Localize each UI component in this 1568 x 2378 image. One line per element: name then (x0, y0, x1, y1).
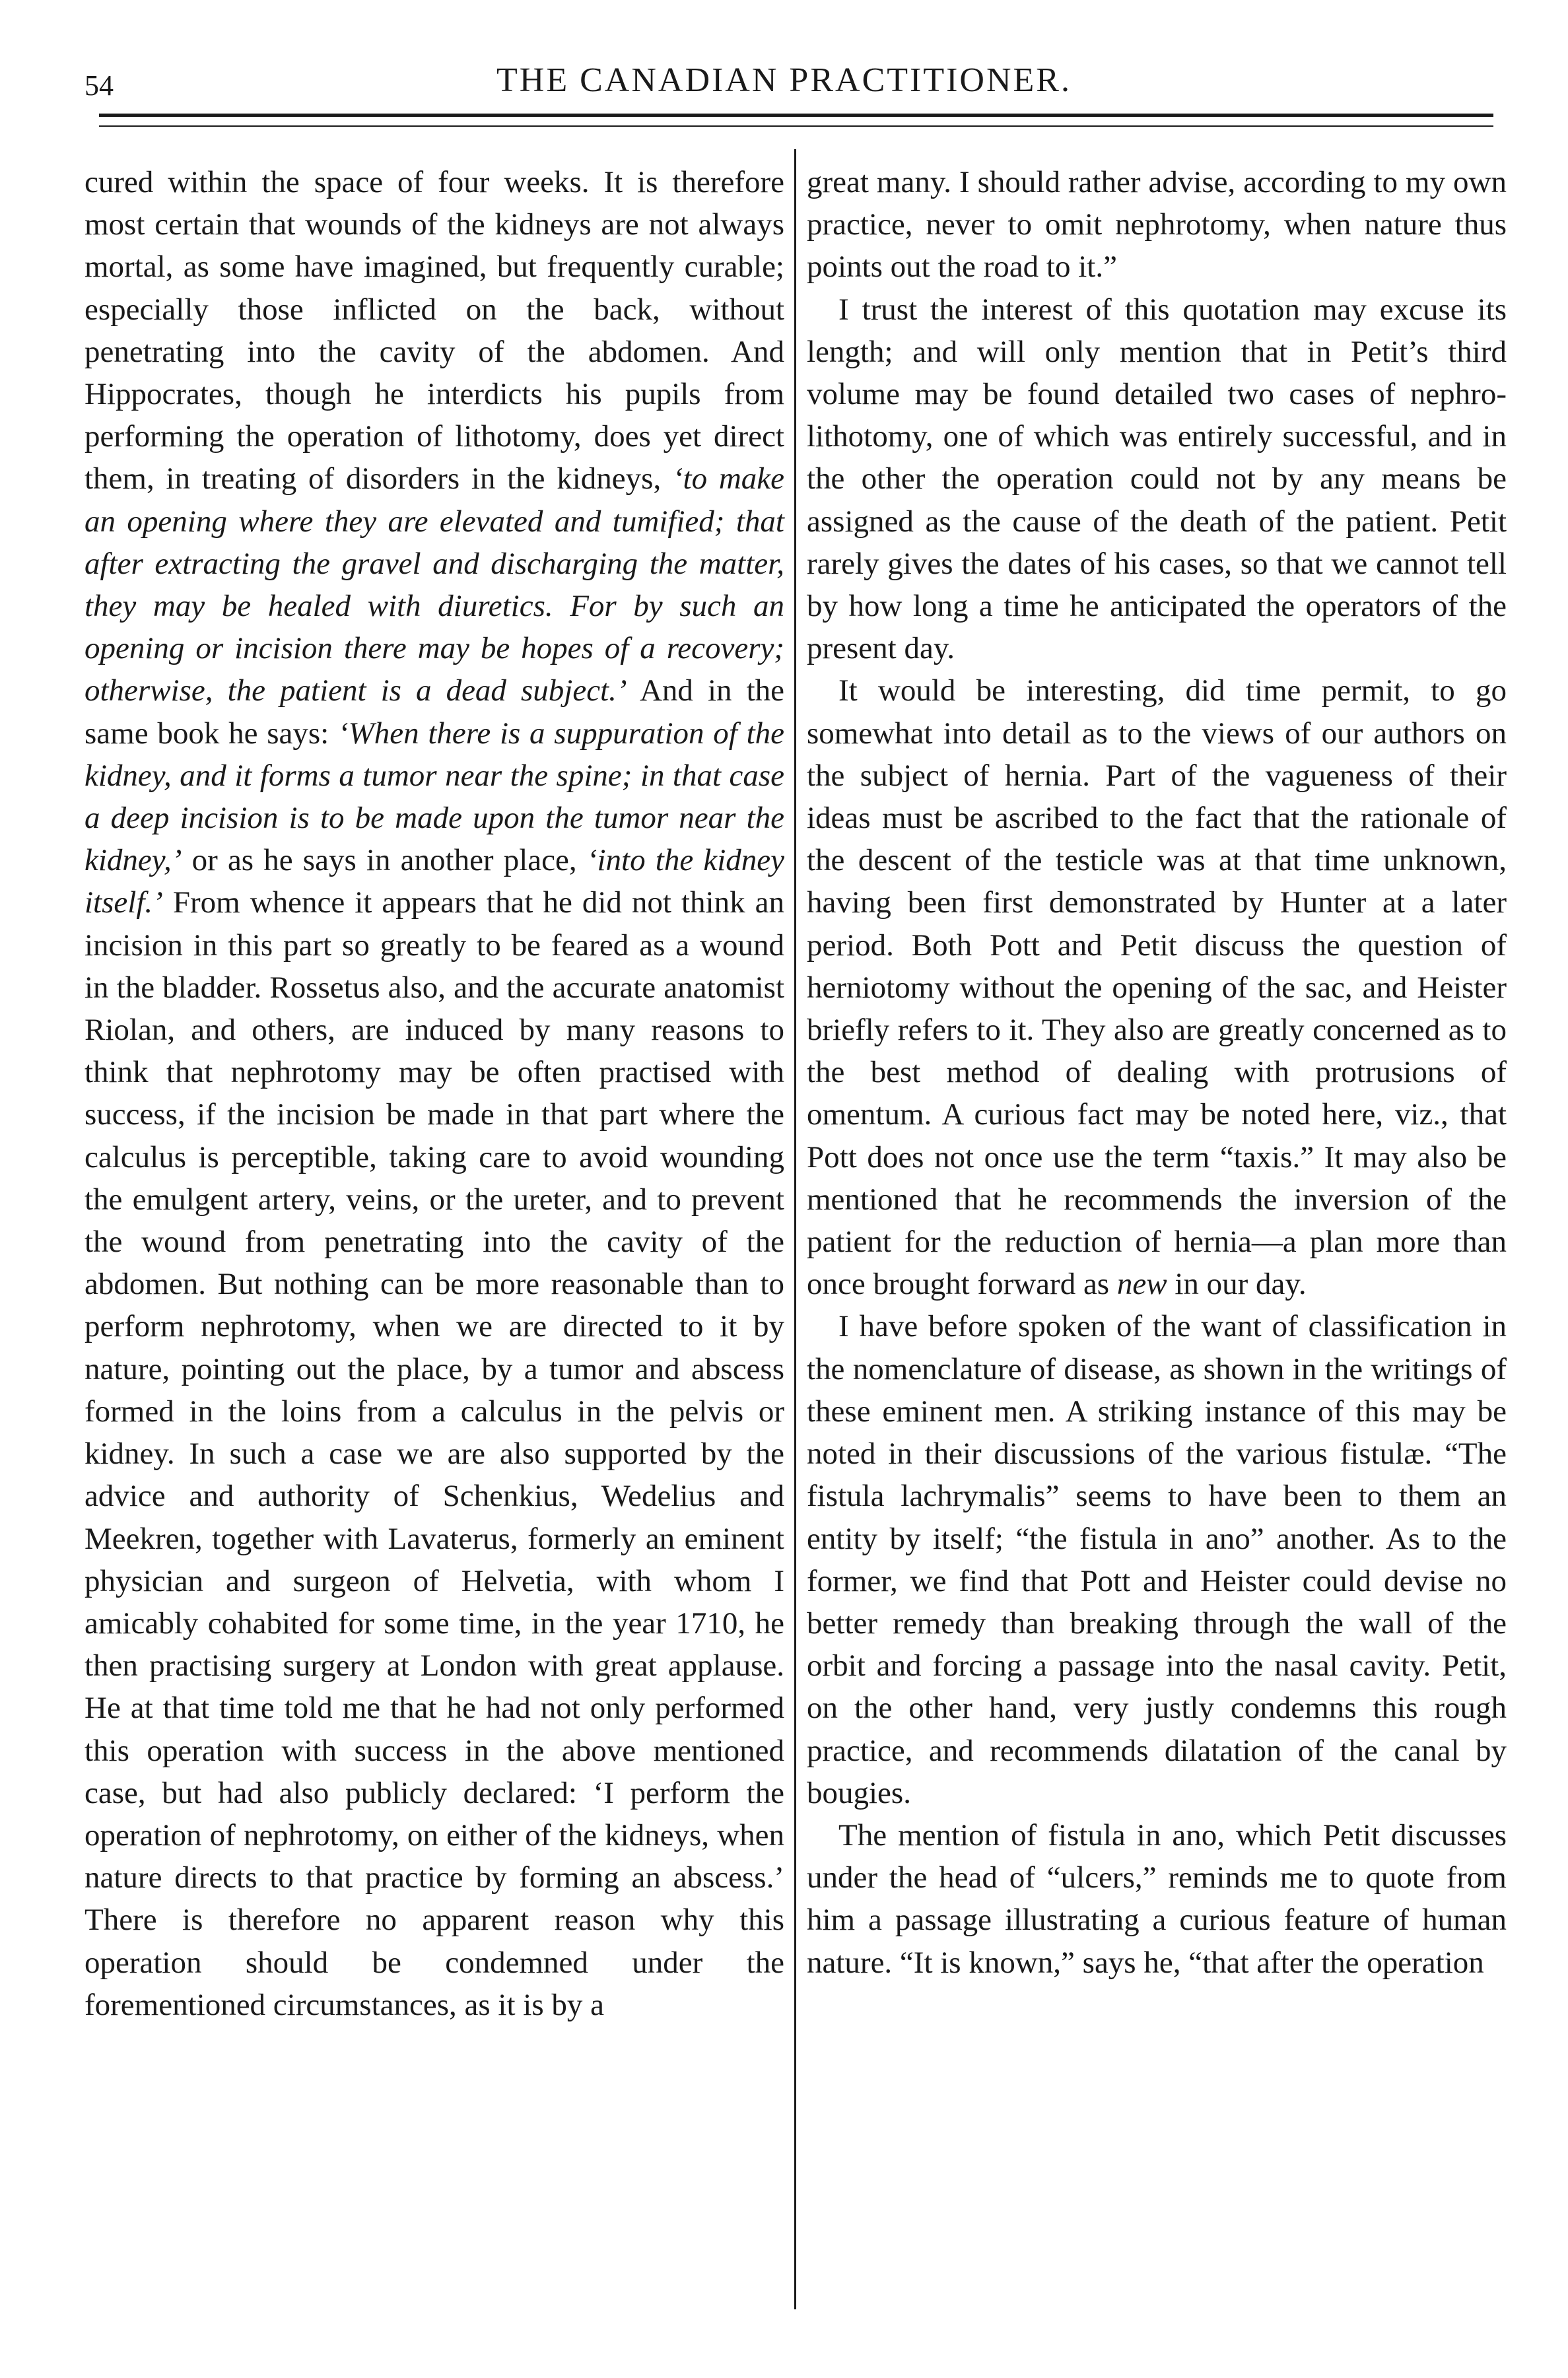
header-rule-thin (99, 125, 1493, 127)
hippocrates-quote-1: ‘to make an opening where they are elevated and tumified; that after extracting the gravel and discharging the matter, they may be healed with diuretics. For by such an opening or incision there may be hopes of a recovery; otherwise, the patient is a dead subject.’ (85, 461, 784, 708)
running-head: THE CANADIAN PRACTITIONER. (496, 61, 1072, 99)
right-paragraph-4: I have before spoken of the want of classification in the nomenclature of disease, as shown in the writings of these eminent men. A striking instance of this may be noted in their discussions of the various fistulæ. “The fistula lachrymalis” seems to have been to them an entity by itself; “the fistula in ano” another. As to the former, we find that Pott and Heister could devise no better remedy than breaking through the wall of the orbit and forcing a passage into the nasal cavity. Petit, on the other hand, very justly condemns this rough practice, and recommends dilatation of the canal by bougies. (807, 1309, 1507, 1810)
hernia-text-end: in our day. (1167, 1267, 1307, 1302)
left-text-b: And in the same book he says: (85, 673, 784, 751)
left-text-d: From whence it appears that he did not think an incision in this part so greatly to be feared as a wound in the bladder. Rossetus also, and the accurate anatomist Riolan, and others, are induced by many reasons to think that nephrotomy may be often practised with success, if the incision be made in that part where the calculus is perceptible, taking care to avoid wounding the emulgent artery, veins, or the ureter, and to prevent the wound from penetrating into the cavity of the abdomen. But nothing can be more reasonable than to perform nephrotomy, when we are directed to it by nature, pointing out the place, by a tumor and abscess formed in the loins from a calculus in the pelvis or kidney. In such a case we are also supported by the advice and authority of Schenkius, Wedelius and Meekren, together with Lavaterus, formerly an eminent physician and surgeon of Helvetia, with whom I amicably cohabited for some time, in the year 1710, he then practising surgery at London with great applause. He at that time told me that he had not only performed this operation with success in the above mentioned case, but had also publicly declared: ‘I perform the operation of nephrotomy, on either of the kidneys, when nature directs to that practice by forming an abscess.’ There is therefore no apparent reason why this operation should be condemned under the forementioned circumstances, as it is by a (85, 885, 784, 2022)
header-rule-thick (99, 114, 1493, 117)
page-number: 54 (85, 69, 114, 102)
hernia-text: It would be interesting, did time permit, to go somewhat into detail as to the views of our authors on the subject of hernia. Part of the vagueness of their ideas must be ascribed to the fact that the rationale of the descent of the testicle was at that time unknown, having been first demonstrated by Hunter at a later period. Both Pott and Petit discuss the question of herniotomy without the opening of the sac, and Heister briefly refers to it. They also are greatly concerned as to the best method of dealing with protrusions of omentum. A curious fact may be noted here, viz., that Pott does not once use the term “taxis.” It may also be mentioned that he recommends the inversion of the patient for the reduction of hernia—a plan more than once brought forward as (807, 673, 1507, 1302)
right-column (807, 161, 1507, 1984)
left-paragraph-1 (85, 161, 784, 2026)
right-paragraph-3 (807, 669, 1507, 1305)
right-paragraph-2: I trust the interest of this quotation may excuse its length; and will only mention that in Petit’s third volume may be found detailed two cases of nephro-lithotomy, one of which was entirely successful, and in the other the operation could not by any means be assigned as the cause of the death of the patient. Petit rarely gives the dates of his cases, so that we cannot tell by how long a time he anticipated the operators of the present day. (807, 292, 1507, 666)
new-word: new (1116, 1267, 1167, 1302)
left-text-c: or as he says in another place, (182, 843, 587, 878)
right-paragraph-5: The mention of fistula in ano, which Petit discusses under the head of “ulcers,” reminds me to quote from him a passage illustrating a curious feature of human nature. “It is known,” says he, “that after the operation (807, 1817, 1507, 1980)
left-text-a: cured within the space of four weeks. It is therefore most certain that wounds of the kidneys are not always mortal, as some have imagined, but frequently curable; especially those inflicted on the back, without penetrating into the cavity of the abdomen. And Hippocrates, though he interdicts his pupils from performing the operation of lithotomy, does yet direct them, in treating of disorders in the kidneys, (85, 165, 784, 496)
column-divider (794, 149, 796, 2309)
hippocrates-quote-2: ‘When there is a suppuration of the kidney, and it forms a tumor near the spine; in that case a deep incision is to be made upon the tumor near the kidney,’ (85, 716, 784, 878)
left-column (85, 161, 784, 2026)
right-paragraph-1: great many. I should rather advise, according to my own practice, never to omit nephrotomy, when nature thus points out the road to it.” (807, 165, 1507, 285)
hippocrates-quote-3: ‘into the kidney itself.’ (85, 843, 784, 920)
